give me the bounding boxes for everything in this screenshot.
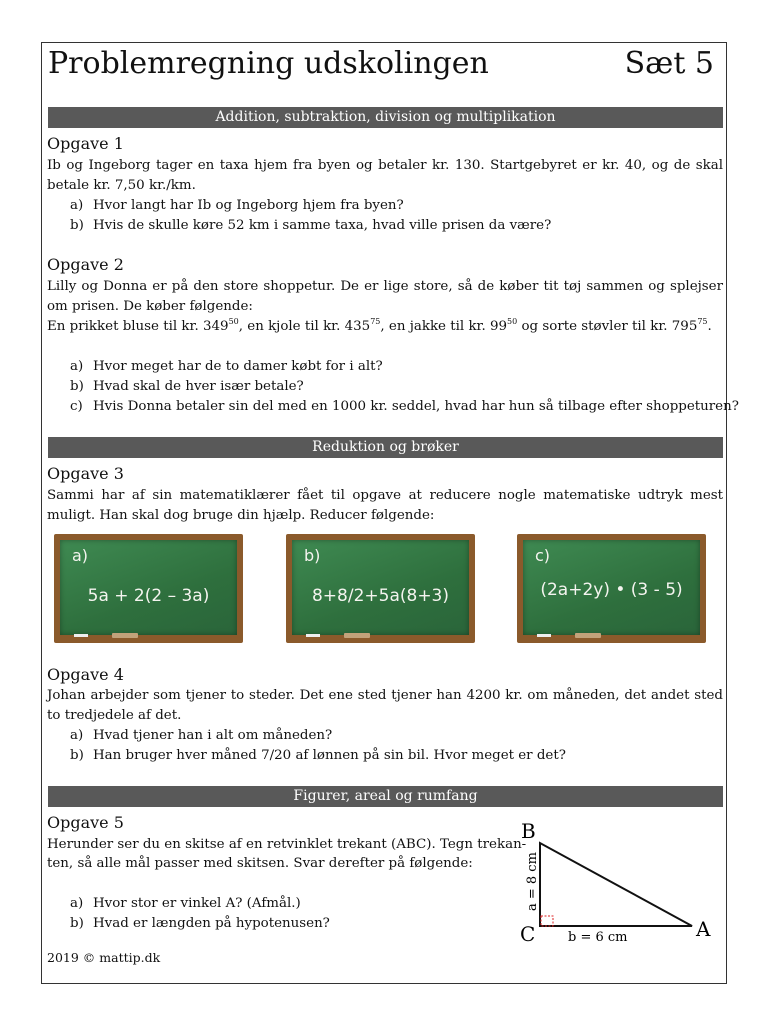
exercise-4-item-b: b) Han bruger hver måned 7/20 af lønnen på sin bil. Hvor meget er det? [70,748,566,763]
section-bar-figures: Figurer, areal og rumfang [48,786,723,807]
exercise-1-item-b: b) Hvis de skulle køre 52 km i samme taxa, hvad ville prisen da være? [70,218,552,233]
side-b-label: b = 6 cm [568,930,628,945]
exercise-5-heading: Opgave 5 [47,813,124,832]
chalkboard-a-label: a) [72,546,89,565]
chalkboard-b [286,534,475,643]
exercise-4-item-a: a) Hvad tjener han i alt om måneden? [70,728,333,743]
exercise-5-item-b: b) Hvad er længden på hypotenusen? [70,916,330,931]
eraser-icon [344,633,370,638]
vertex-c-label: C [520,922,536,946]
set-number: Sæt 5 [624,46,714,81]
chalkboard-c-label: c) [535,546,551,565]
exercise-2-prices: En prikket bluse til kr. $349^{50}$, en kjole til kr. $435^{75}$, en jakke til kr. $99^{50}$ og sorte støvler til kr. $795^{75}$. [47,317,712,334]
triangle-outline [540,843,692,926]
exercise-1-heading: Opgave 1 [47,134,124,153]
chalk-icon [74,634,88,637]
exercise-2-heading: Opgave 2 [47,255,124,274]
exercise-5-item-a: a) Hvor stor er vinkel A? (Afmål.) [70,896,301,911]
chalkboard-c [517,534,706,643]
exercise-4-heading: Opgave 4 [47,665,124,684]
exercise-3-text: Sammi har af sin matematiklærer fået til opgave at reducere nogle matematiske udtryk mest muligt. Han skal dog bruge din hjælp. Reducer følgende: [47,488,723,523]
vertex-a-label: A [696,917,711,941]
chalkboard-b-label: b) [304,546,321,565]
exercise-5-text-line-2: ten, så alle mål passer med skitsen. Svar derefter på følgende: [47,856,473,871]
page-title: Problemregning udskolingen [48,46,489,81]
chalkboard-c-expression: (2a+2y) • (3 - 5) [540,580,683,600]
eraser-icon [112,633,138,638]
footer-copyright: 2019 © mattip.dk [47,950,161,965]
exercise-4-text: Johan arbejder som tjener to steder. Det ene sted tjener han 4200 kr. om måneden, det andet sted to tredjedele af det. [47,688,723,723]
vertex-b-label: B [521,819,536,843]
chalkboard-a-expression: 5a + 2(2 – 3a) [87,586,210,606]
exercise-2-item-c: c) Hvis Donna betaler sin del med en 1000 kr. seddel, hvad har hun så tilbage efter shoppeturen? [70,399,739,414]
right-triangle-figure [510,815,720,950]
chalkboard-b-expression: 8+8/2+5a(8+3) [311,586,450,606]
exercise-5-text-line-1: Herunder ser du en skitse af en retvinklet trekant (ABC). Tegn trekan- [47,837,527,852]
chalk-icon [306,634,320,637]
side-a-label: a = 8 cm [525,852,540,911]
exercise-1-text: Ib og Ingeborg tager en taxa hjem fra byen og betaler kr. 130. Startgebyret er kr. 40, og de skal betale kr. 7,50 kr./km. [47,158,723,193]
exercise-2-item-b: b) Hvad skal de hver især betale? [70,379,304,394]
chalk-icon [537,634,551,637]
exercise-2-text: Lilly og Donna er på den store shoppetur. De er lige store, så de køber tit tøj sammen og splejser om prisen. De køber følgende: [47,279,723,314]
exercise-2-item-a: a) Hvor meget har de to damer købt for i alt? [70,359,383,374]
exercise-3-heading: Opgave 3 [47,464,124,483]
section-bar-arithmetic: Addition, subtraktion, division og multiplikation [48,107,723,128]
chalkboard-a [54,534,243,643]
right-angle-marker [541,916,553,926]
exercise-1-item-a: a) Hvor langt har Ib og Ingeborg hjem fra byen? [70,198,404,213]
section-bar-reduction: Reduktion og brøker [48,437,723,458]
eraser-icon [575,633,601,638]
